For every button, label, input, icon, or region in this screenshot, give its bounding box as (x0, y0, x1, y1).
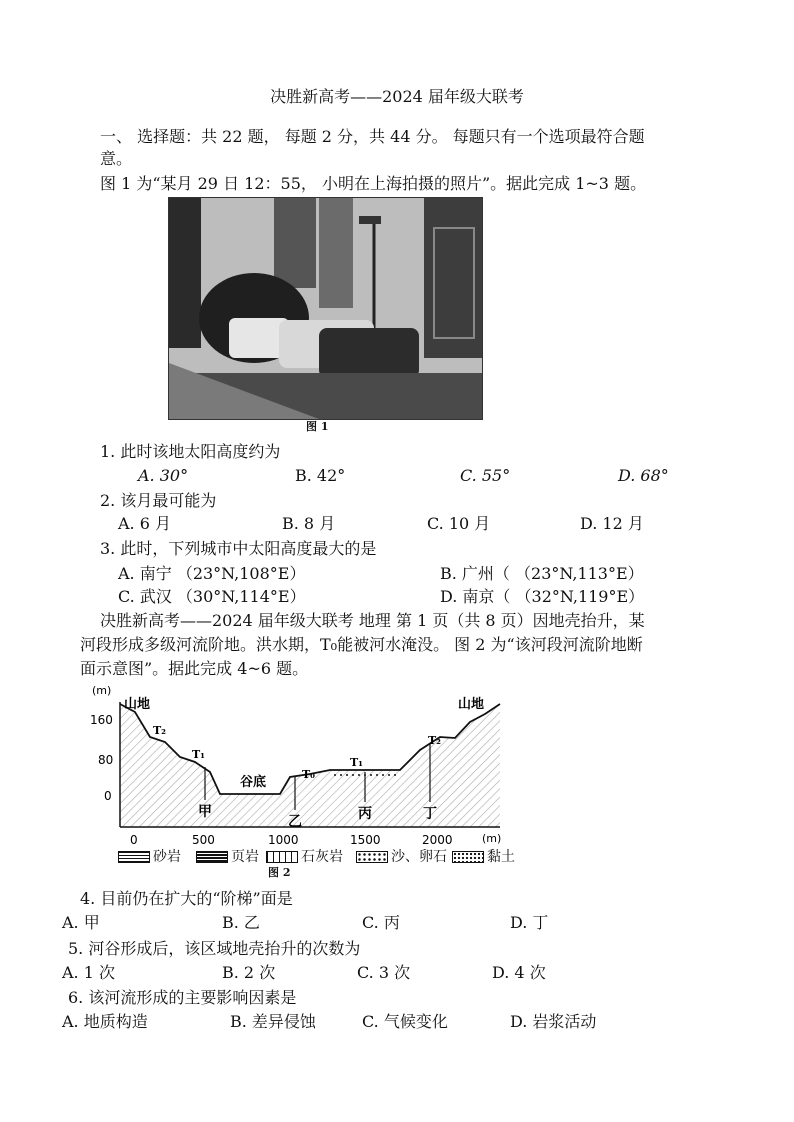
x-unit: (m) (482, 832, 502, 845)
label-mountain-right: 山地 (458, 697, 485, 712)
q3-option-a[interactable]: A. 南宁 （23°N,108°E） (118, 564, 306, 583)
intro-q4-6-line1: 决胜新高考——2024 届年级大联考 地理 第 1 页（共 8 页）因地壳抬升，某 (100, 611, 645, 630)
x-tick-0: 0 (130, 833, 138, 847)
intro-q1-3: 图 1 为“某月 29 日 12：55， 小明在上海拍摄的照片”。据此完成 1~3 题。 (100, 174, 647, 193)
point-ding: 丁 (423, 806, 437, 822)
point-jia: 甲 (198, 804, 212, 820)
legend-sandstone (118, 848, 181, 866)
clay-swatch (452, 851, 484, 863)
y-tick-80: 80 (98, 753, 114, 767)
legend-clay-label: 黏土 (487, 849, 515, 865)
q4-option-a[interactable]: A. 甲 (62, 913, 100, 932)
point-bing: 丙 (358, 806, 372, 822)
q2-option-a[interactable]: A. 6 月 (118, 514, 171, 533)
x-tick-500: 500 (192, 833, 215, 847)
section-instruction-line2: 意。 (100, 149, 133, 168)
q5-option-c[interactable]: C. 3 次 (357, 963, 411, 982)
figure1-photo (168, 197, 483, 420)
legend-shale-label: 页岩 (231, 849, 259, 865)
legend-limestone (266, 848, 343, 866)
section-instruction-line1: 一、 选择题：共 22 题， 每题 2 分，共 44 分。 每题只有一个选项最符合题 (100, 127, 645, 146)
label-mountain-left: 山地 (124, 697, 151, 712)
q4-option-d[interactable]: D. 丁 (510, 913, 549, 932)
label-t0: T₀ (302, 768, 316, 781)
y-tick-0: 0 (104, 789, 112, 803)
label-t2-right: T₂ (428, 734, 442, 747)
q5-option-b[interactable]: B. 2 次 (222, 963, 276, 982)
q4-option-b[interactable]: B. 乙 (222, 913, 260, 932)
q3-option-c[interactable]: C. 武汉 （30°N,114°E） (118, 587, 306, 606)
x-tick-2000: 2000 (422, 833, 453, 847)
legend-sandstone-label: 砂岩 (153, 849, 181, 865)
y-tick-160: 160 (90, 713, 113, 727)
legend-sand-gravel-label: 沙、卵石 (391, 849, 447, 865)
q3-option-b[interactable]: B. 广州（ （23°N,113°E） (440, 564, 644, 583)
q6-option-c[interactable]: C. 气候变化 (362, 1012, 448, 1031)
shale-swatch (196, 851, 228, 863)
q1-option-d[interactable]: D. 68° (618, 466, 669, 485)
figure1-caption: 图 1 (306, 420, 329, 433)
sandstone-swatch (118, 851, 150, 863)
point-yi: 乙 (288, 814, 302, 830)
q2-stem: 2. 该月最可能为 (100, 491, 217, 510)
figure2-caption: 图 2 (268, 866, 291, 879)
legend-shale (196, 848, 259, 866)
q4-stem: 4. 目前仍在扩大的“阶梯”面是 (80, 889, 293, 908)
label-t2-left: T₂ (153, 724, 167, 737)
legend-limestone-label: 石灰岩 (301, 849, 343, 865)
q2-option-d[interactable]: D. 12 月 (580, 514, 644, 533)
q6-stem: 6. 该河流形成的主要影响因素是 (68, 988, 297, 1007)
q6-option-b[interactable]: B. 差异侵蚀 (230, 1012, 316, 1031)
x-tick-1000: 1000 (268, 833, 299, 847)
legend-sand-gravel (356, 848, 447, 866)
q5-stem: 5. 河谷形成后，该区域地壳抬升的次数为 (68, 939, 361, 958)
q3-option-d[interactable]: D. 南京（ （32°N,119°E） (440, 587, 645, 606)
limestone-swatch (266, 851, 298, 863)
q1-option-a[interactable]: A. 30° (138, 466, 189, 485)
q1-option-b[interactable]: B. 42° (295, 466, 346, 485)
x-tick-1500: 1500 (350, 833, 381, 847)
label-t1-left: T₁ (192, 748, 206, 761)
q5-option-a[interactable]: A. 1 次 (62, 963, 115, 982)
legend-clay (452, 848, 515, 866)
q6-option-a[interactable]: A. 地质构造 (62, 1012, 148, 1031)
q6-option-d[interactable]: D. 岩浆活动 (510, 1012, 597, 1031)
y-unit: (m) (92, 684, 112, 697)
q1-stem: 1. 此时该地太阳高度约为 (100, 442, 281, 461)
figure2-terrace-diagram (80, 682, 520, 857)
q2-option-b[interactable]: B. 8 月 (282, 514, 336, 533)
photo-illustration (169, 198, 482, 419)
label-t1-right: T₁ (350, 756, 364, 769)
label-valley: 谷底 (240, 775, 267, 790)
sand-gravel-swatch (356, 851, 388, 863)
q4-option-c[interactable]: C. 丙 (362, 913, 400, 932)
q2-option-c[interactable]: C. 10 月 (427, 514, 491, 533)
intro-q4-6-line2: 河段形成多级河流阶地。洪水期，T₀能被河水淹没。 图 2 为“该河段河流阶地断 (80, 635, 643, 654)
intro-q4-6-line3: 面示意图”。据此完成 4~6 题。 (80, 659, 309, 678)
q3-stem: 3. 此时，下列城市中太阳高度最大的是 (100, 539, 377, 558)
page-title: 决胜新高考——2024 届年级大联考 (270, 87, 524, 106)
q1-option-c[interactable]: C. 55° (460, 466, 511, 485)
q5-option-d[interactable]: D. 4 次 (492, 963, 546, 982)
